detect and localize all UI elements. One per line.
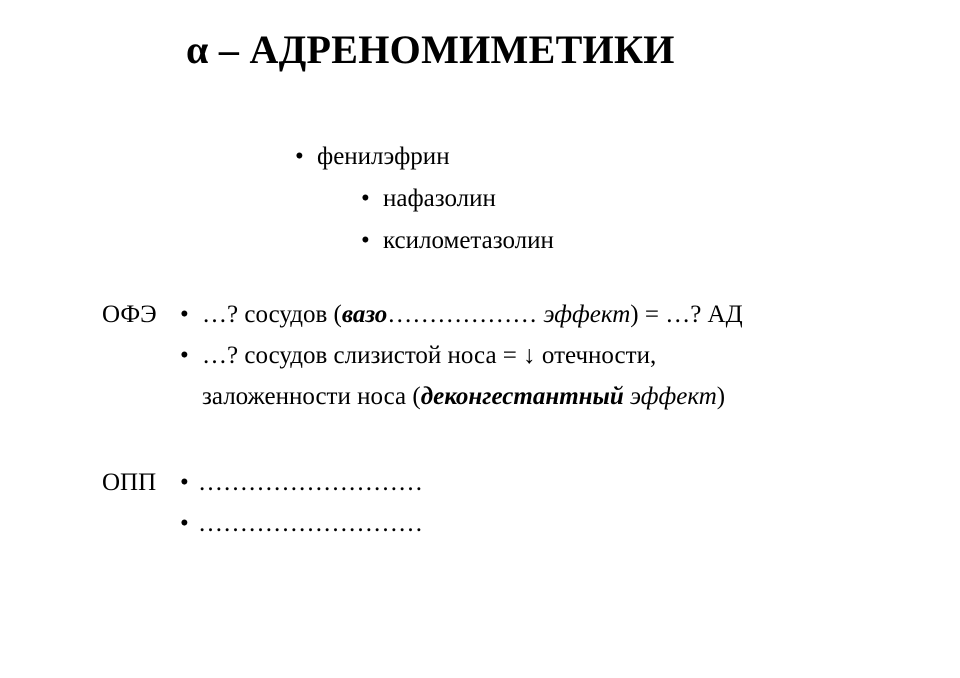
- ofe-line-3: [202, 382, 725, 412]
- ofe-line3-post: ): [716, 383, 726, 410]
- ofe-line1-post: ) = …? АД: [630, 301, 743, 328]
- ofe-line-2: [180, 341, 656, 371]
- ofe-line3-italic: эффект: [630, 383, 717, 410]
- opp-item-text: ………………………: [198, 469, 423, 496]
- bullet: •: [295, 143, 304, 170]
- bullet: •: [180, 510, 189, 537]
- bullet: •: [180, 301, 189, 328]
- ofe-line1-pre: …? сосудов (: [202, 301, 342, 328]
- opp-label: ОПП: [102, 469, 157, 496]
- ofe-label: ОФЭ: [102, 301, 157, 328]
- drug-item: [361, 226, 554, 256]
- ofe-line1-bold: вазо: [341, 301, 388, 328]
- bullet: •: [361, 185, 370, 212]
- ofe-line3-bold: деконгестантный: [420, 383, 624, 410]
- drug-item: [295, 142, 450, 172]
- ofe-line1-dots: ………………: [387, 301, 544, 328]
- opp-item: [180, 509, 423, 539]
- ofe-line1-italic: эффект: [543, 301, 631, 328]
- ofe-line3-pre: заложенности носа (: [202, 383, 421, 410]
- drug-item: [361, 184, 496, 214]
- drug-label: нафазолин: [383, 185, 496, 212]
- ofe-line-1: [180, 300, 743, 330]
- drug-label: фенилэфрин: [317, 143, 450, 170]
- drug-label: ксилометазолин: [383, 227, 554, 254]
- opp-item-text: ………………………: [198, 510, 423, 537]
- bullet: •: [361, 227, 370, 254]
- bullet: •: [180, 469, 189, 496]
- bullet: •: [180, 342, 189, 369]
- ofe-line2-text: …? сосудов слизистой носа = ↓ отечности,: [202, 342, 657, 369]
- slide-title: α – АДРЕНОМИМЕТИКИ: [186, 27, 675, 72]
- opp-item: [180, 468, 423, 498]
